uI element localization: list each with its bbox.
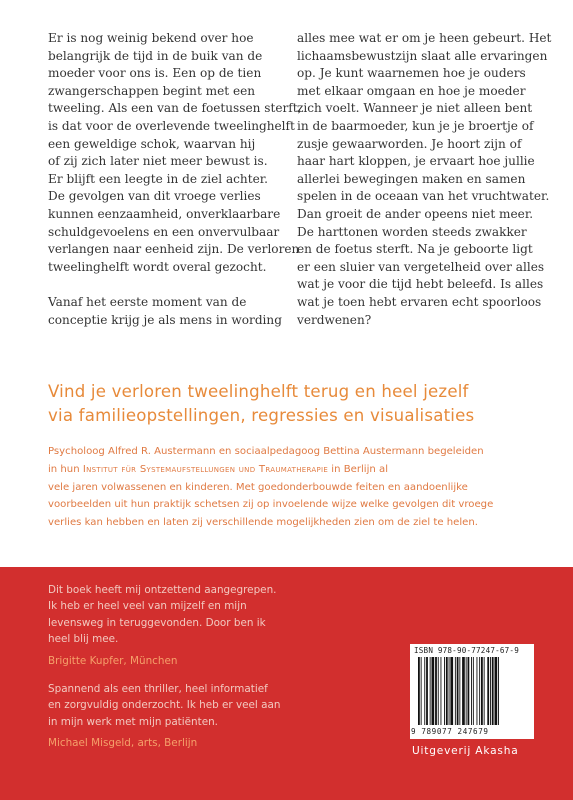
body-line: belangrijk de tijd in de buik van de bbox=[48, 48, 263, 63]
body-line: met elkaar omgaan en hoe je moeder bbox=[297, 83, 526, 98]
barcode-bar bbox=[473, 657, 474, 725]
quote-line: heel blij mee. bbox=[48, 633, 119, 646]
body-line: zwangerschappen begint met een bbox=[48, 83, 256, 98]
body-line: Dan groeit de ander opeens niet meer. bbox=[297, 206, 534, 221]
barcode-bar bbox=[492, 657, 494, 725]
intro-text: in Berlijn al bbox=[328, 463, 389, 475]
barcode-bar bbox=[449, 657, 450, 725]
quote-line: Spannend als een thriller, heel informatief bbox=[48, 683, 268, 695]
barcode-bar bbox=[484, 657, 485, 725]
review-quote bbox=[48, 582, 378, 669]
body-line: verlangen naar eenheid zijn. De verloren bbox=[48, 242, 300, 257]
barcode-bar bbox=[426, 657, 428, 725]
barcode-bar bbox=[432, 657, 435, 725]
body-line: Er blijft een leegte in de ziel achter. bbox=[48, 171, 269, 186]
body-text-right-column bbox=[297, 30, 552, 329]
barcode-bar bbox=[468, 657, 470, 725]
quote-attribution: Brigitte Kupfer, München bbox=[48, 654, 178, 667]
barcode-bar bbox=[435, 657, 437, 725]
isbn-barcode bbox=[410, 644, 534, 739]
body-line: De gevolgen van dit vroege verlies bbox=[48, 189, 261, 204]
barcode-bar bbox=[421, 657, 422, 725]
body-line: Er is nog weinig bekend over hoe bbox=[48, 31, 254, 45]
barcode-bar bbox=[495, 657, 498, 725]
body-line: conceptie krijg je als mens in wording bbox=[48, 312, 282, 327]
body-line: zich voelt. Wanneer je niet alleen bent bbox=[297, 101, 533, 116]
barcode-bar bbox=[450, 657, 453, 725]
quote-line: in mijn werk met mijn patiënten. bbox=[48, 715, 218, 728]
body-text-left-column bbox=[48, 30, 302, 329]
barcode-bar bbox=[424, 657, 425, 725]
quote-line: levensweg in teruggevonden. Door ben ik bbox=[48, 616, 266, 629]
intro-line: Psycholoog Alfred R. Austermann en sociaalpedagoog Bettina Austermann begeleiden bbox=[48, 446, 484, 457]
institute-name: Institut für Systemaufstellungen und Traumatherapie bbox=[82, 463, 329, 475]
barcode-bar bbox=[430, 657, 431, 725]
barcode-bar bbox=[471, 657, 472, 725]
barcode-bar bbox=[446, 657, 448, 725]
barcode-bar bbox=[481, 657, 483, 725]
barcode-bars bbox=[418, 657, 526, 725]
body-line: en de foetus sterft. Na je geboorte ligt bbox=[297, 242, 533, 257]
quote-attribution: Michael Misgeld, arts, Berlijn bbox=[48, 737, 198, 750]
intro-line bbox=[48, 461, 538, 479]
body-line: op. Je kunt waarnemen hoe je ouders bbox=[297, 66, 526, 81]
barcode-bar bbox=[418, 657, 420, 725]
publisher-name: Uitgeverij Akasha bbox=[412, 745, 519, 757]
barcode-bar bbox=[498, 657, 499, 725]
barcode-bar bbox=[479, 657, 480, 725]
body-line: er een sluier van vergetelheid over alles bbox=[297, 259, 545, 274]
headline-line-1: Vind je verloren tweelinghelft terug en heel jezelf bbox=[48, 382, 469, 401]
body-line: tweeling. Als een van de foetussen sterft, bbox=[48, 101, 302, 116]
barcode-bar bbox=[455, 657, 456, 725]
quote-line: Dit boek heeft mij ontzettend aangegrepen. bbox=[48, 584, 277, 596]
body-line: verdwenen? bbox=[297, 312, 372, 327]
isbn-label: ISBN 978-90-77247-67-9 bbox=[414, 646, 519, 655]
body-line: wat je toen hebt ervaren echt spoorloos bbox=[297, 294, 542, 309]
body-line: zusje gewaarworden. Je hoort zijn of bbox=[297, 136, 522, 151]
barcode-bar bbox=[441, 657, 442, 725]
body-line: in de baarmoeder, kun je je broertje of bbox=[297, 118, 534, 133]
headline-line-2: via familieopstellingen, regressies en visualisaties bbox=[48, 406, 475, 425]
headline bbox=[48, 380, 548, 428]
barcode-bar bbox=[457, 657, 459, 725]
body-line: spelen in de oceaan van het vruchtwater. bbox=[297, 189, 550, 204]
barcode-bar bbox=[462, 657, 465, 725]
body-line: moeder voor ons is. Een op de tien bbox=[48, 66, 262, 81]
intro-line: verlies kan hebben en laten zij verschillende mogelijkheden zien om de ziel te helen. bbox=[48, 517, 478, 529]
body-line: haar hart kloppen, je ervaart hoe jullie bbox=[297, 154, 535, 169]
body-line: is dat voor de overlevende tweelinghelft bbox=[48, 118, 295, 133]
intro-line: voorbeelden uit hun praktijk schetsen zij op invoelende wijze welke gevolgen dit vroege bbox=[48, 499, 494, 511]
barcode-bar bbox=[466, 657, 467, 725]
barcode-bar bbox=[459, 657, 460, 725]
paragraph-gap bbox=[48, 276, 278, 294]
barcode-bar bbox=[444, 657, 445, 725]
body-line: De harttonen worden steeds zwakker bbox=[297, 224, 527, 239]
barcode-bar bbox=[487, 657, 489, 725]
body-line: lichaamsbewustzijn slaat alle ervaringen bbox=[297, 48, 548, 63]
body-line: een geweldige schok, waarvan hij bbox=[48, 136, 256, 151]
author-intro bbox=[48, 443, 538, 532]
barcode-bar bbox=[438, 657, 439, 725]
body-line: alles mee wat er om je heen gebeurt. Het bbox=[297, 31, 552, 45]
intro-text: in hun bbox=[48, 463, 83, 475]
barcode-bar bbox=[477, 657, 478, 725]
quote-line: Ik heb er heel veel van mijzelf en mijn bbox=[48, 600, 247, 613]
review-quote bbox=[48, 681, 378, 752]
body-line: allerlei bewegingen maken en samen bbox=[297, 171, 526, 186]
body-line: of zij zich later niet meer bewust is. bbox=[48, 154, 268, 169]
body-line: wat je voor die tijd hebt beleefd. Is alles bbox=[297, 277, 544, 292]
body-line: schuldgevoelens en een onvervulbaar bbox=[48, 224, 280, 239]
body-line: Vanaf het eerste moment van de bbox=[48, 294, 247, 309]
intro-line: vele jaren volwassenen en kinderen. Met goedonderbouwde feiten en aandoenlijke bbox=[48, 481, 468, 493]
barcode-bar bbox=[490, 657, 491, 725]
barcode-digits: 9 789077 247679 bbox=[411, 727, 489, 736]
body-line: kunnen eenzaamheid, onverklaarbare bbox=[48, 206, 281, 221]
quote-line: en zorgvuldig onderzocht. Ik heb er veel aan bbox=[48, 699, 281, 712]
body-line: tweelinghelft wordt overal gezocht. bbox=[48, 259, 267, 274]
